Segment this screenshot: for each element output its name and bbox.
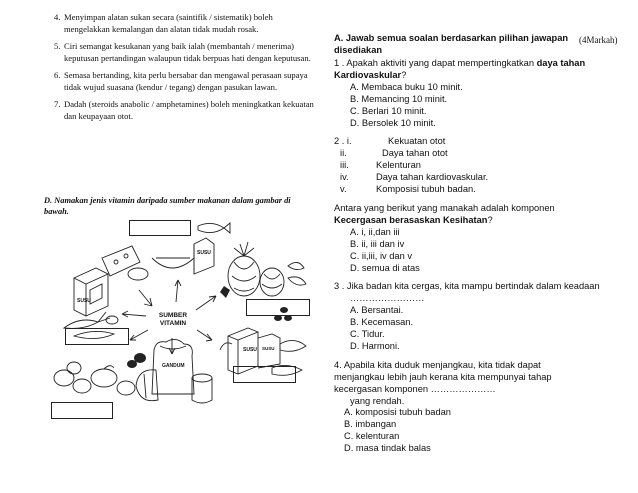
vitamin-source-diagram xyxy=(44,218,314,421)
rules-list xyxy=(44,12,314,128)
questions-column xyxy=(334,58,624,455)
question-3-options xyxy=(334,305,624,353)
q2-item xyxy=(334,148,624,160)
question-1-stem xyxy=(334,58,624,82)
q1-keyword: daya tahan Kardiovaskular xyxy=(334,58,586,80)
rule-item xyxy=(44,12,314,35)
question-4-line-2: menjangkau lebih jauh kerana kita mempunyai tahap xyxy=(334,371,552,382)
q2-suffix: ? xyxy=(487,214,493,225)
rule-text: Dadah (steroids anabolic / amphetamines) boleh meningkatkan kekuatan dan keupayaan otot. xyxy=(64,99,314,121)
milk-label-3: SUSU xyxy=(243,347,257,353)
q2-item-text: Komposisi tubuh badan. xyxy=(376,184,476,195)
section-a-heading: A. Jawab semua soalan berdasarkan pilihan jawapan disediakan xyxy=(334,33,569,55)
q2-item-text: Daya tahan otot xyxy=(382,148,448,159)
q2-item-number: v. xyxy=(340,184,347,195)
q2-item xyxy=(334,160,624,172)
question-2-stem-2 xyxy=(334,215,624,227)
option[interactable]: B. ii, iii dan iv xyxy=(350,238,405,249)
option[interactable]: A. i, ii,dan iii xyxy=(350,226,400,237)
question-4-line-4: yang rendah. xyxy=(350,395,405,406)
option[interactable]: A. komposisi tubuh badan xyxy=(344,407,451,418)
flour-sack-label: GANDUM xyxy=(162,363,185,369)
question-2-options xyxy=(334,227,624,275)
q2-item xyxy=(334,172,624,184)
question-2-stem: Antara yang berikut yang manakah adalah komponen xyxy=(334,202,555,213)
option[interactable]: D. semua di atas xyxy=(350,262,420,273)
option[interactable]: C. ii,iii, iv dan v xyxy=(350,250,412,261)
option[interactable]: C. Tidur. xyxy=(350,329,385,340)
q2-item-number: iii. xyxy=(340,160,349,171)
q2-item-number: ii. xyxy=(340,148,347,159)
option[interactable]: D. Bersolek 10 minit. xyxy=(350,117,436,128)
rule-number: 7. xyxy=(54,99,61,109)
rule-number: 5. xyxy=(54,41,61,51)
rule-item xyxy=(44,70,314,93)
q2-keyword: Kecergasan berasaskan Kesihatan xyxy=(334,214,488,225)
rule-item xyxy=(44,41,314,64)
option[interactable]: A. Bersantai. xyxy=(350,305,404,316)
milk-label-4: SUSU xyxy=(262,346,275,351)
option[interactable]: D. masa tindak balas xyxy=(344,443,431,454)
option[interactable]: A. Membaca buku 10 minit. xyxy=(350,81,463,92)
question-3-stem: 3 . Jika badan kita cergas, kita mampu bertindak dalam keadaan xyxy=(334,281,600,292)
q2-item-text: Kelenturan xyxy=(376,160,421,171)
option[interactable]: D. Harmoni. xyxy=(350,340,400,351)
rule-number: 4. xyxy=(54,12,61,22)
q1-prefix: 1 . Apakah aktiviti yang dapat mempertingkatkan xyxy=(334,58,537,68)
question-2-items xyxy=(334,136,624,196)
q2-item-number: iv. xyxy=(340,172,349,183)
question-4-line-1: 4. Apabila kita duduk menjangkau, kita tidak dapat xyxy=(334,359,541,370)
section-d-instruction: D. Namakan jenis vitamin daripada sumber makanan dalam gambar di bawah. xyxy=(44,196,291,216)
hub-line-1: SUMBER xyxy=(158,312,188,319)
option[interactable]: C. Berlari 10 minit. xyxy=(350,105,427,116)
option[interactable]: C. kelenturan xyxy=(344,431,400,442)
rule-text: Ciri semangat kesukanan yang baik ialah (membantah / menerima) keputusan pertandingan walaupun tidak berpuas hati dengan keputusan. xyxy=(64,41,311,63)
rule-text: Semasa bertanding, kita perlu bersabar dan mengawal perasaan supaya tidak wujud suasana (kendur / tegang) dengan pasukan lawan. xyxy=(64,70,308,92)
question-4-line-3: kecergasan komponen ………………… xyxy=(334,383,496,394)
q2-item-text: Daya tahan kardiovaskular. xyxy=(376,172,489,183)
option[interactable]: B. imbangan xyxy=(344,419,397,430)
milk-label-1: SUSU xyxy=(77,298,91,304)
rule-item xyxy=(44,99,314,122)
q2-item xyxy=(334,136,624,148)
option[interactable]: B. Kecemasan. xyxy=(350,317,414,328)
hub-line-2: VITAMIN xyxy=(159,319,187,327)
q2-item xyxy=(334,184,624,196)
option[interactable]: B. Memancing 10 minit. xyxy=(350,93,448,104)
marks-label: (4Markah) xyxy=(579,35,618,45)
question-1-options xyxy=(334,82,624,130)
question-3-blank: …………………… xyxy=(350,293,425,304)
q1-suffix: ? xyxy=(401,69,407,80)
rule-text: Menyimpan alatan sukan secara (saintifik / sistematik) boleh mengelakkan kemalangan dan alatan tidak mudah rosak. xyxy=(64,12,273,34)
rule-number: 6. xyxy=(54,70,61,80)
diagram-hub xyxy=(147,312,199,327)
q2-item-number: 2 . i. xyxy=(334,136,352,147)
q2-item-text: Kekuatan otot xyxy=(388,136,446,147)
question-4-options xyxy=(334,407,624,455)
milk-label-2: SUSU xyxy=(197,250,211,256)
